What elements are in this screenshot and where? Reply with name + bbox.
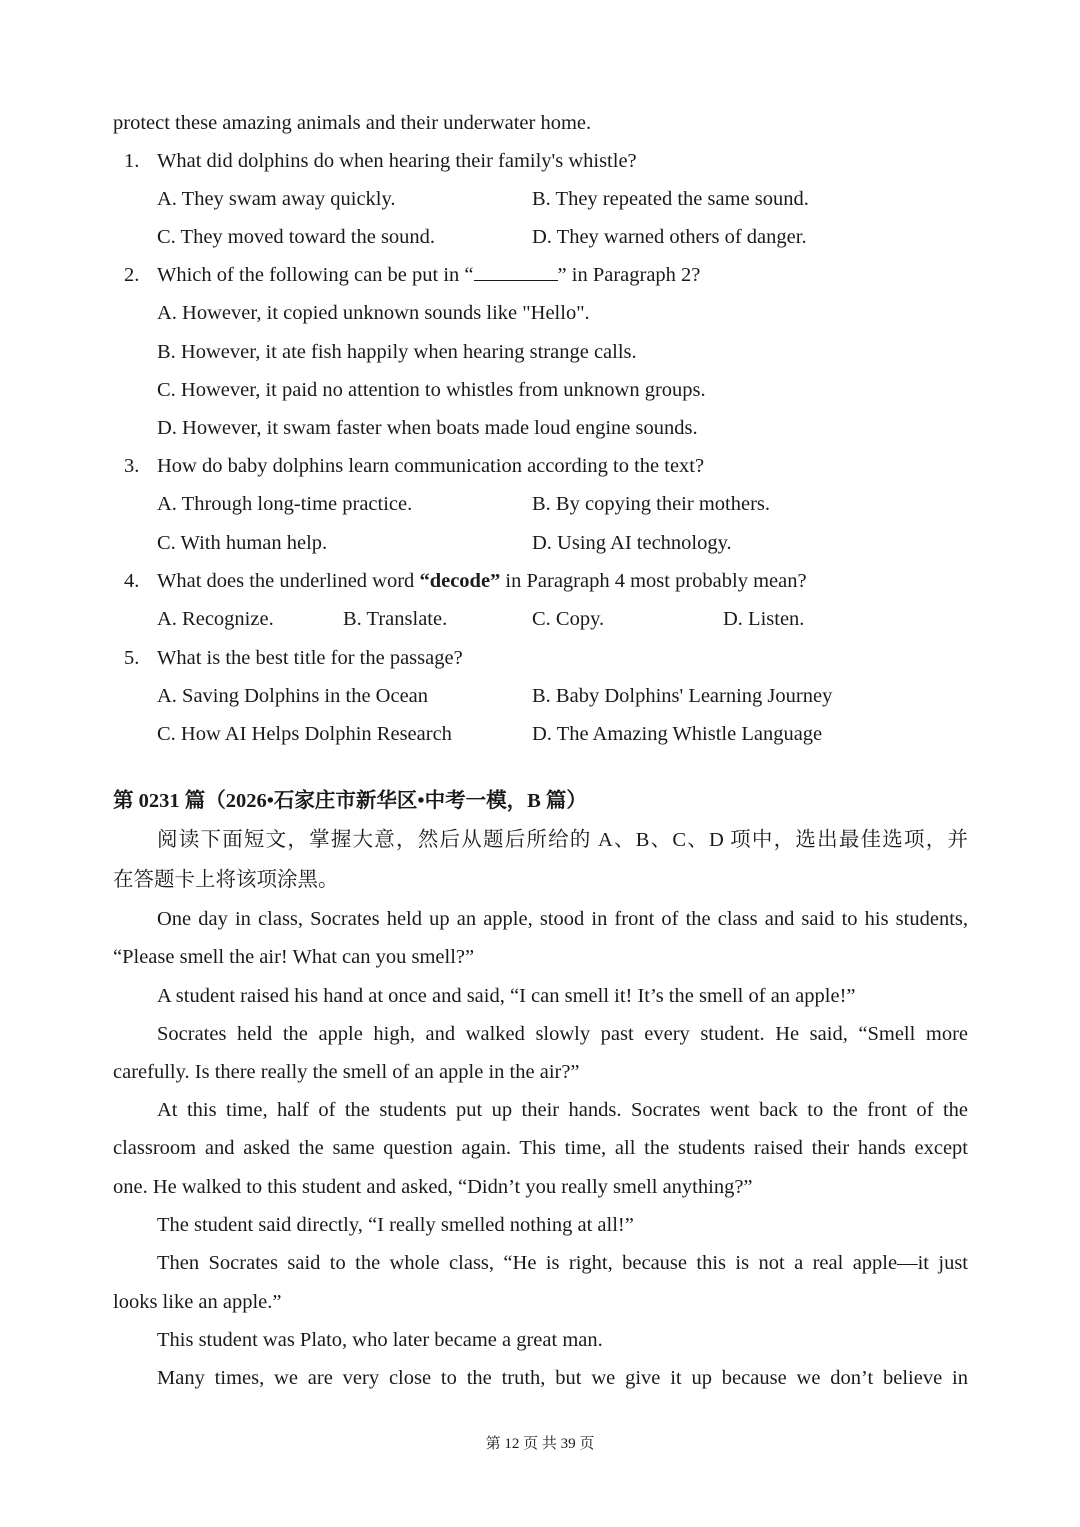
passage-continuation: protect these amazing animals and their underwater home. — [113, 112, 592, 134]
paragraph-4-line-2: classroom and asked the same question again. This time, all the students raised their hands except — [113, 1137, 968, 1159]
paragraph-4-line-3: one. He walked to this student and asked, “Didn’t you really smell anything?” — [113, 1176, 753, 1198]
question-1-option-d: D. They warned others of danger. — [532, 226, 807, 248]
paragraph-6-line-1: Then Socrates said to the whole class, “He is right, because this is not a real apple—it just — [157, 1252, 968, 1274]
question-1-option-c: C. They moved toward the sound. — [157, 226, 436, 248]
question-1-option-a: A. They swam away quickly. — [157, 188, 396, 210]
question-3-text: How do baby dolphins learn communication according to the text? — [157, 455, 705, 477]
question-1-number: 1. — [124, 150, 140, 172]
question-2-option-b: B. However, it ate fish happily when hearing strange calls. — [157, 341, 637, 363]
paragraph-1-line-1: One day in class, Socrates held up an apple, stood in front of the class and said to his students, — [157, 908, 968, 930]
paragraph-4-line-1: At this time, half of the students put up their hands. Socrates went back to the front of the — [157, 1099, 968, 1121]
question-1-text: What did dolphins do when hearing their family's whistle? — [157, 150, 637, 172]
question-4-option-a: A. Recognize. — [157, 608, 274, 630]
question-5-option-c: C. How AI Helps Dolphin Research — [157, 723, 452, 745]
paragraph-2-line-1: A student raised his hand at once and said, “I can smell it! It’s the smell of an apple!” — [157, 985, 856, 1007]
section-heading: 第 0231 篇（2026•石家庄市新华区•中考一模，B 篇） — [113, 790, 587, 812]
question-5-number: 5. — [124, 647, 140, 669]
paragraph-6-line-2: looks like an apple.” — [113, 1291, 282, 1313]
question-5-option-d: D. The Amazing Whistle Language — [532, 723, 823, 745]
paragraph-3-line-2: carefully. Is there really the smell of an apple in the air?” — [113, 1061, 580, 1083]
underlined-word: “decode” — [419, 570, 501, 592]
question-4-option-b: B. Translate. — [343, 608, 448, 630]
instruction-line-2: 在答题卡上将该项涂黑。 — [113, 869, 339, 891]
question-2-option-d: D. However, it swam faster when boats made loud engine sounds. — [157, 417, 698, 439]
question-2-text: Which of the following can be put in “ ” in Paragraph 2? — [157, 264, 701, 286]
question-5-option-b: B. Baby Dolphins' Learning Journey — [532, 685, 833, 707]
question-1-option-b: B. They repeated the same sound. — [532, 188, 809, 210]
question-5-option-a: A. Saving Dolphins in the Ocean — [157, 685, 429, 707]
question-3-option-c: C. With human help. — [157, 532, 328, 554]
answer-blank — [474, 264, 558, 281]
page-number-footer: 第 12 页 共 39 页 — [485, 1436, 595, 1452]
question-4-option-d: D. Listen. — [723, 608, 805, 630]
paragraph-8-line-1: Many times, we are very close to the truth, but we give it up because we don’t believe in — [157, 1367, 968, 1389]
question-3-option-b: B. By copying their mothers. — [532, 493, 771, 515]
question-2-option-a: A. However, it copied unknown sounds like "Hello". — [157, 302, 590, 324]
question-5-text: What is the best title for the passage? — [157, 647, 463, 669]
question-2-option-c: C. However, it paid no attention to whistles from unknown groups. — [157, 379, 706, 401]
question-3-number: 3. — [124, 455, 140, 477]
instruction-line-1: 阅读下面短文，掌握大意，然后从题后所给的 A、B、C、D 项中，选出最佳选项，并 — [157, 829, 968, 851]
question-4-number: 4. — [124, 570, 140, 592]
question-3-option-d: D. Using AI technology. — [532, 532, 732, 554]
question-2-number: 2. — [124, 264, 140, 286]
paragraph-3-line-1: Socrates held the apple high, and walked slowly past every student. He said, “Smell more — [157, 1023, 968, 1045]
question-3-option-a: A. Through long-time practice. — [157, 493, 413, 515]
paragraph-1-line-2: “Please smell the air! What can you smell?” — [113, 946, 475, 968]
paragraph-7-line-1: This student was Plato, who later became a great man. — [157, 1329, 603, 1351]
question-4-option-c: C. Copy. — [532, 608, 605, 630]
paragraph-5-line-1: The student said directly, “I really smelled nothing at all!” — [157, 1214, 634, 1236]
question-4-text: What does the underlined word “decode” in Paragraph 4 most probably mean? — [157, 570, 807, 592]
